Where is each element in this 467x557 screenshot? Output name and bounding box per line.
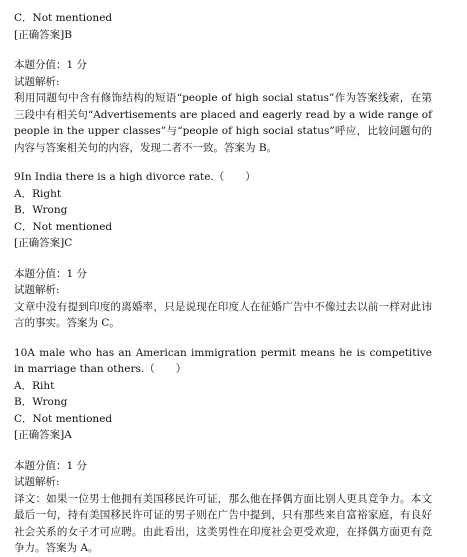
q10-option-c: C．Not mentioned xyxy=(14,412,113,425)
q8-analysis-label: 试题解析: xyxy=(14,75,60,88)
q8-score: 本题分值：1 分 xyxy=(14,59,88,71)
q9-question: 9In India there is a high divorce rate.（ ） xyxy=(14,171,256,183)
q10-score: 本题分值：1 分 xyxy=(14,459,88,472)
q10-option-a: A．Riht xyxy=(14,379,55,392)
q9-option-a: A．Right xyxy=(14,187,62,200)
q9-analysis-text: 文章中没有提到印度的离婚率，只是说现在印度人在征婚广告中不像过去以前一样对此讳言的事实。答案为 C。 xyxy=(14,300,432,329)
q8-option-c: C．Not mentioned xyxy=(14,12,113,24)
q8-correct-answer: [正确答案]B xyxy=(14,28,72,41)
q10-question: 10A male who has an American immigration permit means he is competitive in marriage than others.（ ） xyxy=(14,346,432,375)
q10-correct-answer: [正确答案]A xyxy=(14,429,72,441)
q9-correct-answer: [正确答案]C xyxy=(14,237,73,249)
q10-analysis-text: 译文：如果一位男士他拥有美国移民许可证，那么他在择偶方面比别人更具竞争力。本文最后一句，持有美国移民许可证的男子则在广告中提到，只有那些来自富裕家庭，有良好社会关系的女子才可应聘。由此看出，这类男性在印度社会更受欢迎，在择偶方面更有竞争力。答案为 A。 xyxy=(14,492,432,554)
q10-option-b: B．Wrong xyxy=(14,396,68,408)
q8-analysis-text: 利用同题句中含有修饰结构的短语“people of high social status”作为答案线索，在第三段中有相关句“Advertisements are placed and eagerly read by a wide range of people in the upper classes”与“people of high social status”呼应，比较问题句的内容与答案相关句的内容，发现二者不一致。答案为 B。 xyxy=(14,92,432,154)
q9-option-b: B．Wrong xyxy=(14,204,68,216)
document-page xyxy=(14,10,432,557)
q9-score: 本题分值：1 分 xyxy=(14,267,88,280)
q10-analysis-label: 试题解析: xyxy=(14,476,60,488)
q9-option-c: C．Not mentioned xyxy=(14,220,113,233)
q9-analysis-label: 试题解析: xyxy=(14,284,60,296)
